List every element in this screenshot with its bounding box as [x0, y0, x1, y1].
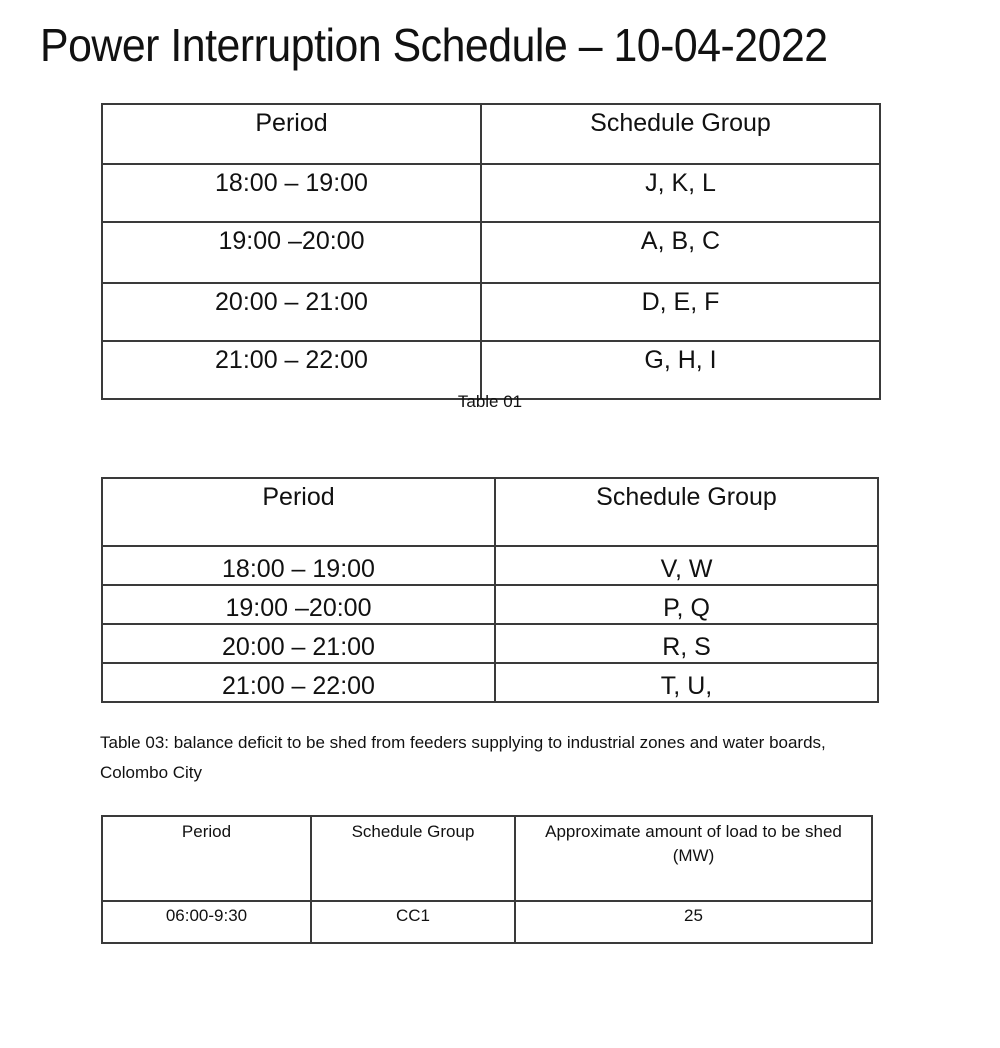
page-title: Power Interruption Schedule – 10-04-2022 — [40, 19, 828, 71]
table-01-caption: Table 01 — [457, 392, 523, 411]
table-header-row — [102, 478, 878, 546]
group-cell: A, B, C — [481, 222, 880, 283]
column-header-schedule-group: Schedule Group — [481, 104, 880, 164]
column-header-load-mw: Approximate amount of load to be shed (MW) — [515, 816, 872, 901]
table-header-row — [102, 816, 872, 901]
column-header-schedule-group: Schedule Group — [495, 478, 878, 546]
group-cell: G, H, I — [481, 341, 880, 399]
group-cell: P, Q — [495, 585, 878, 624]
group-cell: J, K, L — [481, 164, 880, 222]
period-cell: 21:00 – 22:00 — [102, 663, 495, 702]
table-row — [102, 546, 878, 585]
column-header-period: Period — [102, 478, 495, 546]
period-cell: 19:00 –20:00 — [102, 222, 481, 283]
schedule-table-02 — [101, 477, 879, 703]
table-row — [102, 222, 880, 283]
table-row — [102, 283, 880, 341]
group-cell: R, S — [495, 624, 878, 663]
table-row — [102, 901, 872, 943]
table-header-row — [102, 104, 880, 164]
period-cell: 19:00 –20:00 — [102, 585, 495, 624]
load-mw-cell: 25 — [515, 901, 872, 943]
table-row — [102, 663, 878, 702]
column-header-period: Period — [102, 104, 481, 164]
table-row — [102, 164, 880, 222]
table-row — [102, 585, 878, 624]
period-cell: 21:00 – 22:00 — [102, 341, 481, 399]
period-cell: 18:00 – 19:00 — [102, 164, 481, 222]
group-cell: T, U, — [495, 663, 878, 702]
table-row — [102, 624, 878, 663]
schedule-table-01 — [101, 103, 881, 400]
period-cell: 20:00 – 21:00 — [102, 283, 481, 341]
table-03-caption-line-2: Colombo City — [100, 763, 203, 782]
load-shedding-table-03 — [101, 815, 873, 944]
table-03-caption-line-1: Table 03: balance deficit to be shed from feeders supplying to industrial zones and water boards, — [100, 733, 826, 752]
period-cell: 20:00 – 21:00 — [102, 624, 495, 663]
column-header-schedule-group: Schedule Group — [311, 816, 515, 901]
group-cell: D, E, F — [481, 283, 880, 341]
period-cell: 18:00 – 19:00 — [102, 546, 495, 585]
group-cell: V, W — [495, 546, 878, 585]
group-cell: CC1 — [311, 901, 515, 943]
table-03-caption — [100, 728, 960, 788]
period-cell: 06:00-9:30 — [102, 901, 311, 943]
column-header-period: Period — [102, 816, 311, 901]
